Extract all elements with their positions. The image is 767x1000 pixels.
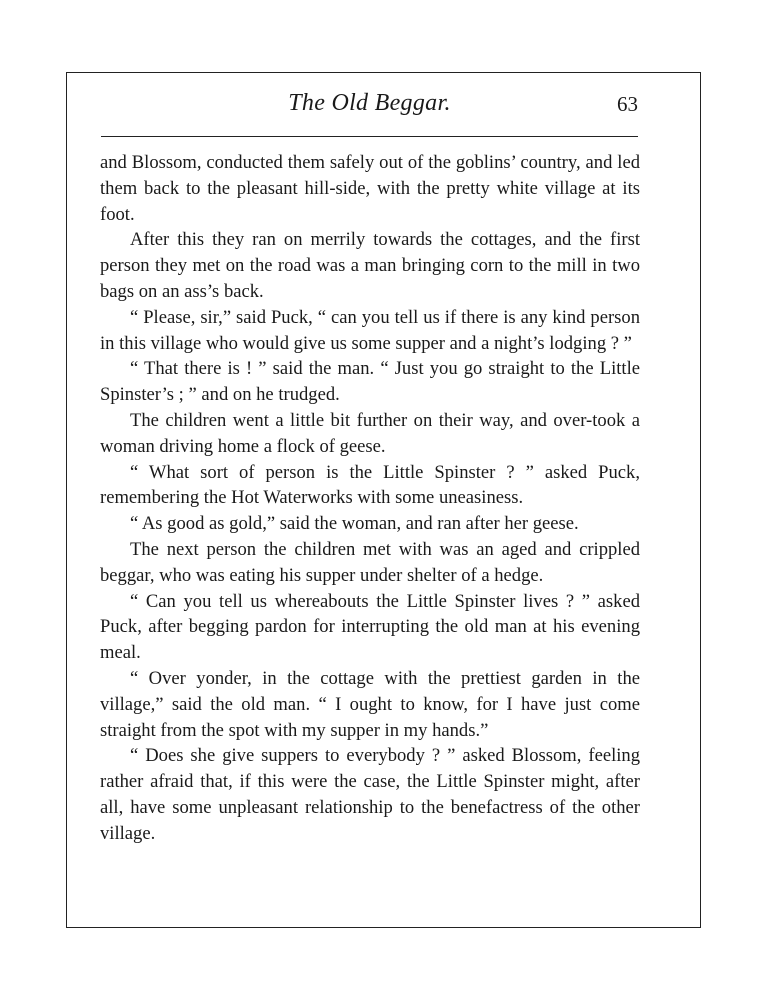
running-title: The Old Beggar. bbox=[288, 90, 451, 116]
paragraph: “ Over yonder, in the cottage with the prettiest garden in the village,” said the old man. “ I ought to know, for I have just come straight from the spot with my supper in my hands.” bbox=[100, 667, 640, 741]
paragraph: “ What sort of person is the Little Spinster ? ” asked Puck, remembering the Hot Waterworks with some uneasiness. bbox=[100, 461, 640, 509]
paragraph: and Blossom, conducted them safely out of the goblins’ country, and led them back to the pleasant hill-side, with the pretty white village at its foot. bbox=[100, 152, 640, 225]
paragraph: “ Does she give suppers to everybody ? ” asked Blossom, feeling rather afraid that, if this were the case, the Little Spinster might, after all, have some unpleasant relationship to the benefactress of the other village. bbox=[100, 745, 640, 844]
paragraph: The next person the children met with was an aged and crippled beggar, who was eating his supper under shelter of a hedge. bbox=[100, 538, 640, 586]
paragraph: The children went a little bit further on their way, and over-took a woman driving home a flock of geese. bbox=[100, 409, 640, 457]
paragraph: “ Can you tell us whereabouts the Little Spinster lives ? ” asked Puck, after begging pardon for interrupting the old man at his evening meal. bbox=[100, 590, 640, 664]
running-header bbox=[101, 90, 638, 124]
paragraph: After this they ran on merrily towards the cottages, and the first person they met on the road was a man bringing corn to the mill in two bags on an ass’s back. bbox=[100, 229, 640, 302]
paragraph: “ Please, sir,” said Puck, “ can you tell us if there is any kind person in this village who would give us some supper and a night’s lodging ? ” bbox=[100, 306, 640, 354]
paragraph: “ That there is ! ” said the man. “ Just you go straight to the Little Spinster’s ; ” and on he trudged. bbox=[100, 358, 640, 406]
header-rule bbox=[101, 136, 638, 137]
body-text bbox=[100, 150, 640, 847]
paragraph: “ As good as gold,” said the woman, and ran after her geese. bbox=[130, 513, 579, 535]
page-number: 63 bbox=[617, 92, 638, 116]
